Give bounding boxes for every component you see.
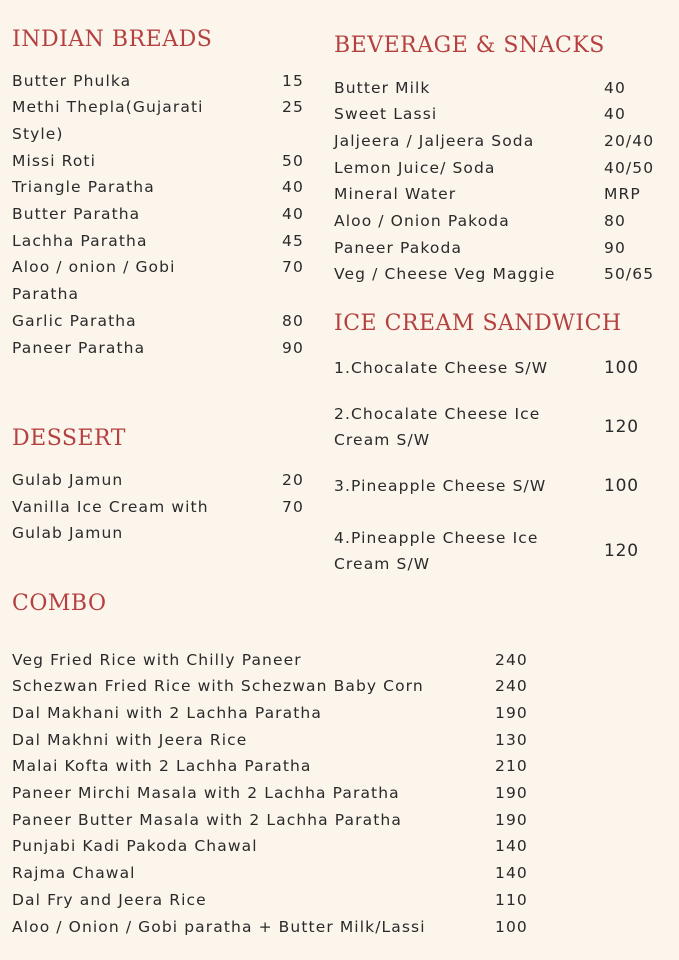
menu-item-price: 140	[495, 864, 528, 883]
menu-item-price: 80	[282, 311, 304, 330]
menu-item-name: Style)	[12, 124, 64, 143]
menu-item-name: Missi Roti	[12, 151, 97, 170]
menu-item-name: Paneer Paratha	[12, 338, 146, 357]
menu-item-price: 15	[282, 71, 304, 90]
menu-item-name: Sweet Lassi	[334, 105, 438, 124]
menu-item-name: Cream S/W	[334, 431, 431, 450]
menu-item-price: 40/50	[604, 158, 655, 177]
menu-item-price: 70	[282, 497, 304, 516]
menu-item-name: Butter Milk	[334, 78, 431, 97]
menu-item-price: 130	[495, 730, 528, 749]
menu-item-price: 50/65	[604, 265, 655, 284]
menu-item-name: Paratha	[12, 285, 80, 304]
menu-item-name: 3.Pineapple Cheese S/W	[334, 476, 547, 495]
menu-item-price: 120	[604, 540, 639, 561]
section-heading: INDIAN BREADS	[12, 27, 213, 52]
menu-item-name: Cream S/W	[334, 555, 431, 574]
menu-item-name: Dal Makhani with 2 Lachha Paratha	[12, 703, 322, 722]
menu-item-name: Aloo / Onion / Gobi paratha + Butter Milk/Lassi	[12, 917, 426, 936]
menu-item-name: Punjabi Kadi Pakoda Chawal	[12, 837, 258, 856]
menu-item-price: 20	[282, 471, 304, 489]
menu-item-name: Veg Fried Rice with Chilly Paneer	[12, 650, 302, 669]
menu-item-price: 110	[495, 890, 528, 909]
menu-item-price: 50	[282, 151, 304, 170]
menu-item-name: Aloo / Onion Pakoda	[334, 212, 510, 230]
menu-item-name: Garlic Paratha	[12, 311, 137, 330]
menu-item-price: 190	[495, 703, 528, 722]
menu-item-price: 240	[495, 677, 528, 696]
menu-item-name: Aloo / onion / Gobi	[12, 258, 176, 277]
menu-item-price: MRP	[604, 185, 641, 204]
menu-item-price: 140	[495, 837, 528, 856]
section-heading: DESSERT	[12, 426, 126, 451]
menu-item-price: 45	[282, 231, 304, 250]
menu-item-price: 25	[282, 98, 304, 117]
menu-item-price: 40	[282, 178, 304, 197]
menu-item-name: 2.Chocalate Cheese Ice	[334, 404, 541, 423]
menu-item-name: Mineral Water	[334, 185, 457, 204]
section-heading: BEVERAGE & SNACKS	[334, 33, 605, 58]
menu-item-price: 40	[282, 205, 304, 223]
menu-item-name: Vanilla Ice Cream with	[12, 497, 209, 516]
menu-item-name: Paneer Pakoda	[334, 238, 463, 257]
menu-item-name: Butter Paratha	[12, 205, 141, 223]
menu-item-name: Lachha Paratha	[12, 231, 148, 250]
menu-item-price: 20/40	[604, 131, 655, 150]
menu-item-name: Paneer Mirchi Masala with 2 Lachha Paratha	[12, 784, 400, 802]
menu-item-price: 190	[495, 784, 528, 802]
menu-item-name: 4.Pineapple Cheese Ice	[334, 528, 539, 547]
menu-item-name: 1.Chocalate Cheese S/W	[334, 359, 549, 377]
section-heading: COMBO	[12, 591, 107, 616]
menu-item-price: 100	[604, 358, 639, 378]
section-heading: ICE CREAM SANDWICH	[334, 311, 622, 336]
menu-item-name: Veg / Cheese Veg Maggie	[334, 265, 556, 284]
menu-item-price: 80	[604, 212, 626, 230]
menu-item-price: 40	[604, 78, 626, 97]
menu-item-name: Butter Phulka	[12, 71, 132, 90]
menu-item-name: Gulab Jamun	[12, 471, 124, 489]
menu-item-name: Gulab Jamun	[12, 524, 124, 543]
menu-item-price: 40	[604, 105, 626, 124]
menu-item-name: Dal Makhni with Jeera Rice	[12, 730, 248, 749]
menu-item-price: 90	[282, 338, 304, 357]
menu-item-price: 210	[495, 757, 528, 776]
menu-item-name: Methi Thepla(Gujarati	[12, 98, 204, 117]
menu-item-price: 240	[495, 650, 528, 669]
menu-item-name: Rajma Chawal	[12, 864, 136, 883]
menu-item-name: Triangle Paratha	[12, 178, 155, 197]
menu-item-price: 100	[495, 917, 528, 936]
menu-item-name: Dal Fry and Jeera Rice	[12, 890, 207, 909]
menu-item-name: Lemon Juice/ Soda	[334, 158, 496, 177]
menu-item-price: 120	[604, 416, 639, 437]
menu-item-name: Schezwan Fried Rice with Schezwan Baby Corn	[12, 677, 424, 696]
menu-item-price: 100	[604, 475, 639, 496]
menu-item-price: 70	[282, 258, 304, 277]
menu-item-price: 190	[495, 810, 528, 829]
menu-item-name: Jaljeera / Jaljeera Soda	[334, 131, 535, 150]
menu-item-price: 90	[604, 238, 626, 257]
menu-item-name: Paneer Butter Masala with 2 Lachha Paratha	[12, 810, 402, 829]
menu-item-name: Malai Kofta with 2 Lachha Paratha	[12, 757, 312, 776]
